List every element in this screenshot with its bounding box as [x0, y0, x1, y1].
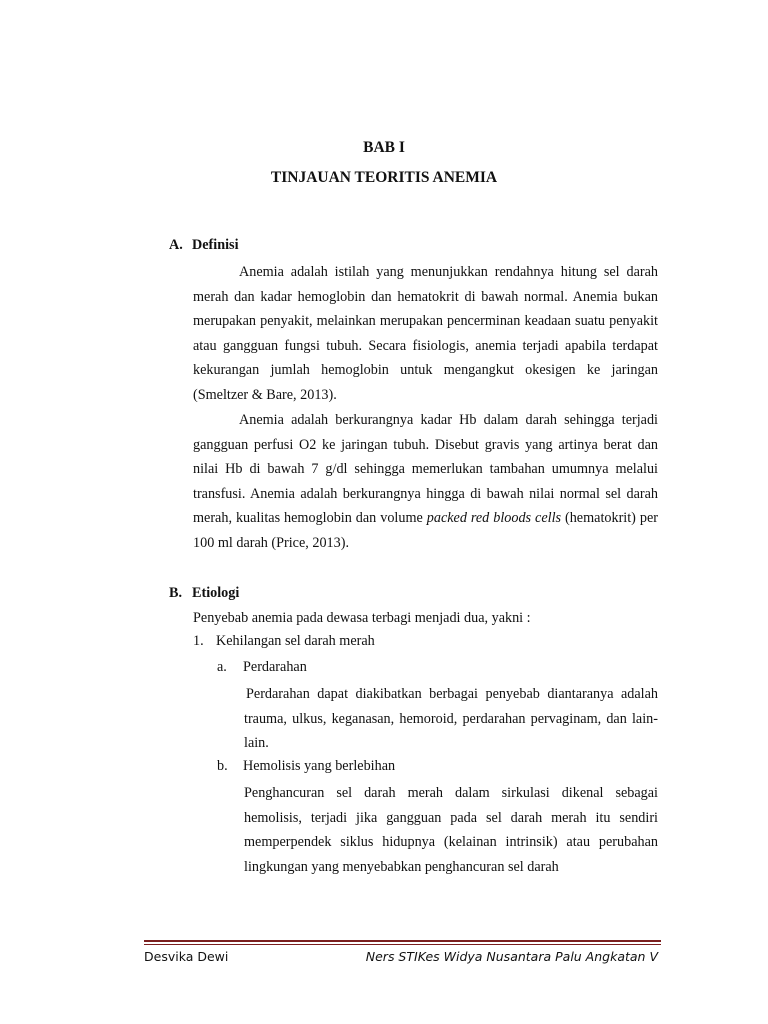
definition-paragraph-2-main: Anemia adalah berkurangnya kadar Hb dalam darah sehingga terjadi gangguan perfusi O2 ke jaringan tubuh. Disebut gravis yang artinya berat dan nilai Hb di bawah 7 g/dl sehingga memerlukan tambahan umumnya melalui transfusi. Anemia adalah berkurangnya hingga di bawah nilai normal sel darah merah, kualitas hemoglobin dan volume [193, 412, 658, 527]
sub-item-a [217, 659, 307, 676]
section-a-heading [169, 237, 239, 254]
etiology-intro: Penyebab anemia pada dewasa terbagi menjadi dua, yakni : [193, 610, 531, 626]
definition-paragraph-2-end: (hematokrit) per 100 ml darah (Price, 2013). [193, 510, 658, 551]
chapter-title: TINJAUAN TEORITIS ANEMIA [270, 169, 498, 186]
definition-paragraph-2-italic: packed red bloods cells [426, 510, 562, 527]
chapter-number: BAB I [363, 139, 405, 156]
definition-paragraph-2 [193, 408, 658, 556]
sub-item-a-text: Perdarahan dapat diakibatkan berbagai penyebab diantaranya adalah trauma, ulkus, keganasan, hemoroid, perdarahan pervaginam, dan lain-lain. [244, 686, 658, 752]
sub-item-b-text: Penghancuran sel darah merah dalam sirkulasi dikenal sebagai hemolisis, terjadi jika gangguan pada sel darah merah itu sendiri memperpendek siklus hidupnya (kelainan intrinsik) atau perubahan lingkungan yang menyebabkan penghancuran sel darah [244, 785, 658, 875]
list-item-1-number: 1. [193, 633, 204, 649]
section-b-heading [169, 585, 239, 602]
footer-rule-thick [144, 940, 661, 942]
footer-institution: Ners STIKes Widya Nusantara Palu Angkatan V [365, 949, 658, 964]
section-b-letter: B. [169, 585, 183, 601]
list-item-1 [193, 633, 375, 650]
sub-item-b [217, 758, 395, 775]
section-b-title: Etiologi [192, 585, 240, 601]
sub-item-b-label: Hemolisis yang berlebihan [243, 758, 396, 774]
section-a-letter: A. [169, 237, 183, 253]
definition-paragraph-1: Anemia adalah istilah yang menunjukkan rendahnya hitung sel darah merah dan kadar hemoglobin dan hematokrit di bawah normal. Anemia bukan merupakan penyakit, melainkan merupakan pencerminan keadaan suatu penyakit atau gangguan fungsi tubuh. Secara fisiologis, anemia terjadi apabila terdapat kekurangan jumlah hemoglobin untuk mengangkut okesigen ke jaringan (Smeltzer & Bare, 2013). [193, 264, 658, 403]
sub-item-a-letter: a. [217, 659, 227, 675]
footer-author: Desvika Dewi [144, 949, 229, 964]
sub-item-b-letter: b. [217, 758, 228, 774]
sub-item-a-label: Perdarahan [243, 659, 307, 675]
list-item-1-label: Kehilangan sel darah merah [216, 633, 375, 649]
footer-rule-thin [144, 944, 661, 945]
section-a-title: Definisi [192, 237, 239, 253]
